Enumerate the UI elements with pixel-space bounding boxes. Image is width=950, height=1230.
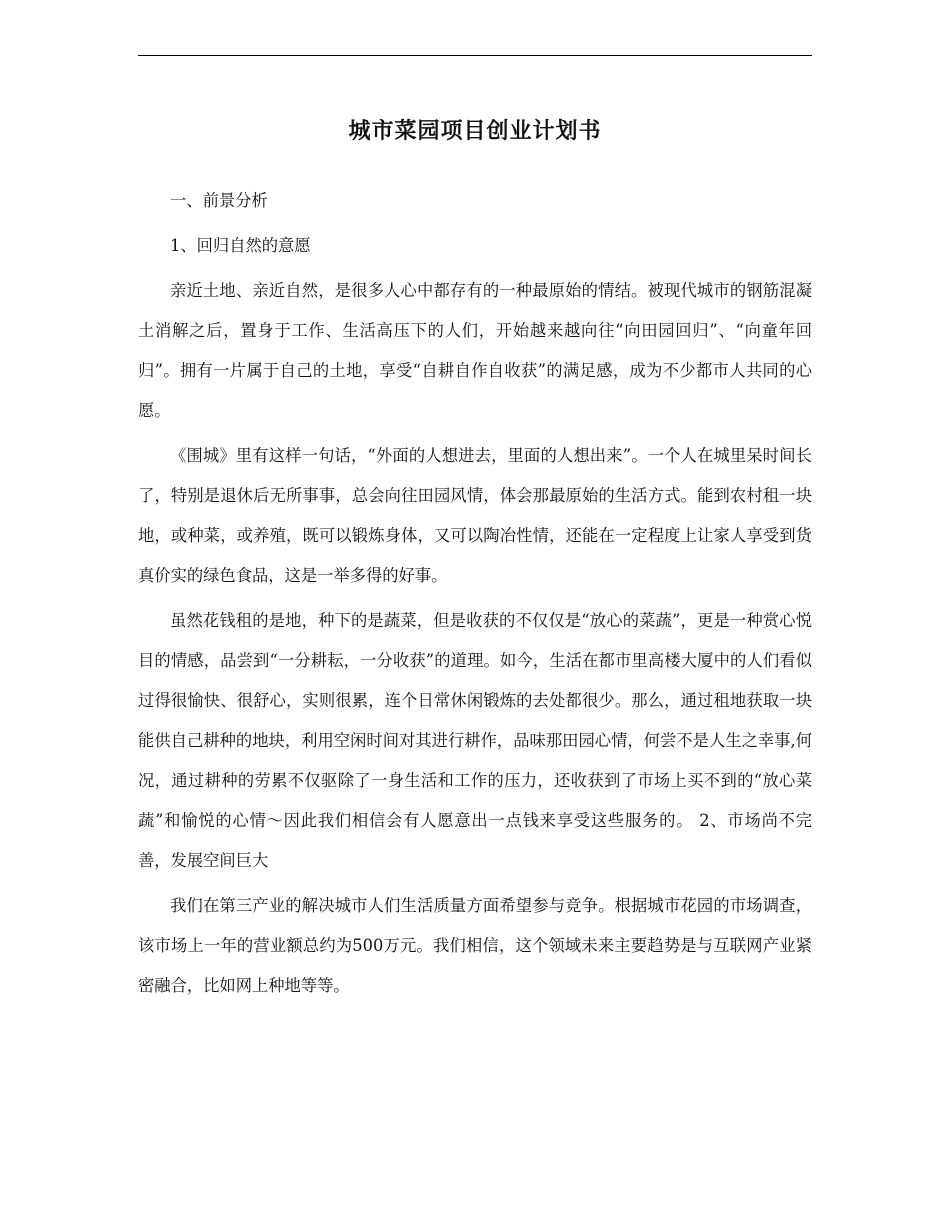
document-body (138, 181, 812, 1011)
document-title: 城市菜园项目创业计划书 (348, 119, 602, 144)
subsection-heading-return-to-nature: 1、回归自然的意愿 (170, 236, 311, 255)
paragraph-fortress-besieged-quote: 《围城》里有这样一句话，“外面的人想进去，里面的人想出来”。一个人在城里呆时间长了，特别是退休后无所事事，总会向往田园风情，体会那最原始的生活方式。能到农村租一块地，或种菜，或养殖，既可以锻炼身体，又可以陶冶性情，还能在一定程度上让家人享受到货真价实的绿色食品，这是一举多得的好事。 (138, 446, 812, 585)
paragraph-rented-farmland-value: 虽然花钱租的是地，种下的是蔬菜，但是收获的不仅仅是“放心的菜蔬”，更是一种赏心悦目的情感，品尝到“一分耕耘，一分收获”的道理。如今，生活在都市里高楼大厦中的人们看似过得很愉快、很舒心，实则很累，连个日常休闲锻炼的去处都很少。那么，通过租地获取一块能供自己耕种的地块，利用空闲时间对其进行耕作，品味那田园心情，何尝不是人生之幸事,何况，通过耕种的劳累不仅驱除了一身生活和工作的压力，还收获到了市场上买不到的“放心菜蔬”和愉悦的心情～因此我们相信会有人愿意出一点钱来享受这些服务的。 2、市场尚不完善，发展空间巨大 (138, 611, 812, 870)
paragraph-longing-for-nature: 亲近土地、亲近自然，是很多人心中都存有的一种最原始的情结。被现代城市的钢筋混凝土消解之后，置身于工作、生活高压下的人们，开始越来越向往“向田园回归”、“向童年回归”。拥有一片属于自己的土地，享受“自耕自作自收获”的满足感，成为不少都市人共同的心愿。 (138, 281, 812, 420)
section-heading-prospect-analysis: 一、前景分析 (170, 191, 268, 210)
header-rule (138, 55, 812, 56)
paragraph-market-competition: 我们在第三产业的解决城市人们生活质量方面希望参与竞争。根据城市花园的市场调查，该市场上一年的营业额总约为500万元。我们相信，这个领域未来主要趋势是与互联网产业紧密融合，比如网上种地等等。 (138, 896, 812, 995)
